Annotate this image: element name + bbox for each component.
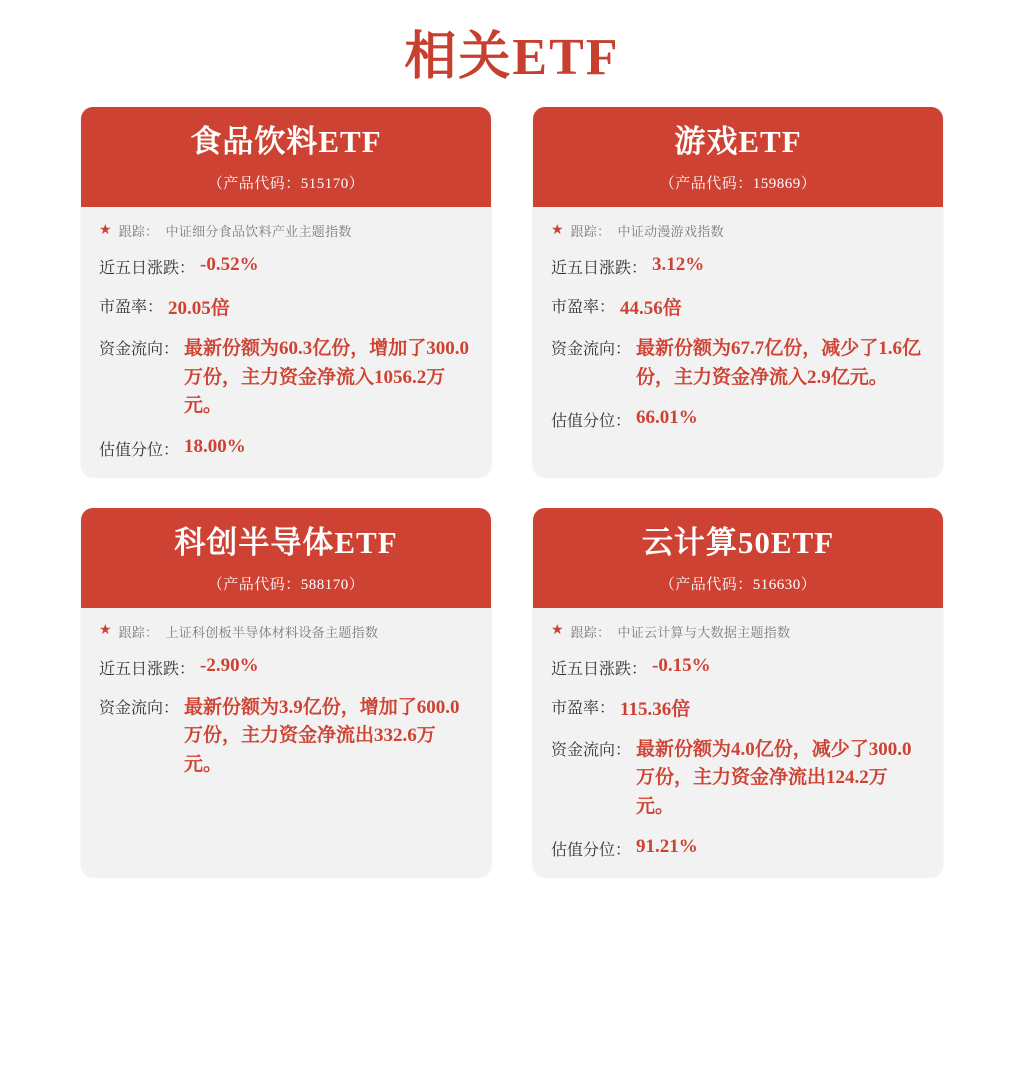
valuation-row <box>551 407 925 431</box>
fund-flow-row <box>551 736 925 822</box>
fund-flow-value: 最新份额为67.7亿份，减少了1.6亿份，主力资金净流入2.9亿元。 <box>636 338 922 388</box>
etf-card-header <box>81 508 491 608</box>
star-icon: ★ <box>99 222 112 238</box>
valuation-label: 估值分位： <box>551 842 632 860</box>
etf-card-body <box>533 608 943 877</box>
track-prefix-label: 跟踪： <box>118 224 159 240</box>
track-index-name: 上证科创板半导体材料设备主题指数 <box>165 624 379 640</box>
etf-card-header <box>533 107 943 207</box>
fund-flow-label: 资金流向： <box>551 341 632 359</box>
etf-card-body <box>81 207 491 476</box>
pe-ratio-value: 20.05倍 <box>168 298 230 320</box>
five-day-row <box>551 254 925 278</box>
fund-flow-row <box>551 335 925 392</box>
pe-ratio-value: 115.36倍 <box>620 698 691 720</box>
star-icon: ★ <box>99 623 112 639</box>
page-title: 相关ETF <box>404 29 620 86</box>
star-icon: ★ <box>551 222 564 238</box>
etf-card-header <box>81 107 491 207</box>
pe-ratio-row <box>551 694 925 721</box>
valuation-row <box>99 436 473 460</box>
etf-code: （产品代码：516630） <box>659 576 817 593</box>
track-row <box>99 622 473 641</box>
track-prefix-label: 跟踪： <box>118 624 159 640</box>
five-day-label: 近五日涨跌： <box>99 260 196 278</box>
pe-ratio-label: 市盈率： <box>99 299 164 317</box>
five-day-label: 近五日涨跌： <box>99 660 196 678</box>
five-day-value: -0.52% <box>200 254 259 276</box>
valuation-label: 估值分位： <box>99 441 180 459</box>
valuation-label: 估值分位： <box>551 413 632 431</box>
fund-flow-label: 资金流向： <box>99 341 180 359</box>
track-prefix-label: 跟踪： <box>570 224 611 240</box>
etf-card[interactable] <box>81 508 491 877</box>
etf-name: 食品饮料ETF <box>190 124 382 159</box>
pe-ratio-label: 市盈率： <box>551 699 616 717</box>
track-index-name: 中证动漫游戏指数 <box>617 224 724 240</box>
track-row <box>551 622 925 641</box>
valuation-value: 91.21% <box>636 836 698 858</box>
fund-flow-label: 资金流向： <box>551 741 632 759</box>
five-day-row <box>99 254 473 278</box>
etf-code: （产品代码：588170） <box>207 576 365 593</box>
etf-card-header <box>533 508 943 608</box>
fund-flow-row <box>99 335 473 421</box>
fund-flow-row <box>99 694 473 780</box>
etf-card-grid <box>0 107 1024 876</box>
track-row <box>551 221 925 240</box>
etf-code: （产品代码：159869） <box>659 176 817 193</box>
etf-card[interactable] <box>81 107 491 476</box>
etf-name: 游戏ETF <box>674 124 802 159</box>
valuation-row <box>551 836 925 860</box>
valuation-value: 18.00% <box>184 435 246 457</box>
etf-card[interactable] <box>533 107 943 476</box>
etf-code: （产品代码：515170） <box>207 176 365 193</box>
etf-name: 云计算50ETF <box>641 524 835 560</box>
five-day-value: -2.90% <box>200 654 259 676</box>
track-index-name: 中证细分食品饮料产业主题指数 <box>165 224 352 240</box>
five-day-value: 3.12% <box>652 254 705 276</box>
track-row <box>99 221 473 240</box>
valuation-value: 66.01% <box>636 407 698 429</box>
pe-ratio-row <box>99 293 473 320</box>
track-prefix-label: 跟踪： <box>570 624 611 640</box>
five-day-label: 近五日涨跌： <box>551 660 648 678</box>
star-icon: ★ <box>551 623 564 639</box>
etf-card[interactable] <box>533 508 943 877</box>
track-index-name: 中证云计算与大数据主题指数 <box>617 624 791 640</box>
five-day-row <box>551 655 925 679</box>
fund-flow-value: 最新份额为4.0亿份，减少了300.0万份，主力资金净流出124.2万元。 <box>636 738 912 817</box>
pe-ratio-label: 市盈率： <box>551 299 616 317</box>
etf-card-body <box>81 608 491 877</box>
pe-ratio-value: 44.56倍 <box>620 298 682 320</box>
five-day-value: -0.15% <box>652 654 711 676</box>
fund-flow-value: 最新份额为60.3亿份，增加了300.0万份，主力资金净流入1056.2万元。 <box>184 338 470 417</box>
etf-card-body <box>533 207 943 476</box>
fund-flow-value: 最新份额为3.9亿份，增加了600.0万份，主力资金净流出332.6万元。 <box>184 696 460 775</box>
five-day-row <box>99 655 473 679</box>
five-day-label: 近五日涨跌： <box>551 260 648 278</box>
fund-flow-label: 资金流向： <box>99 699 180 717</box>
etf-name: 科创半导体ETF <box>174 524 398 560</box>
pe-ratio-row <box>551 293 925 320</box>
